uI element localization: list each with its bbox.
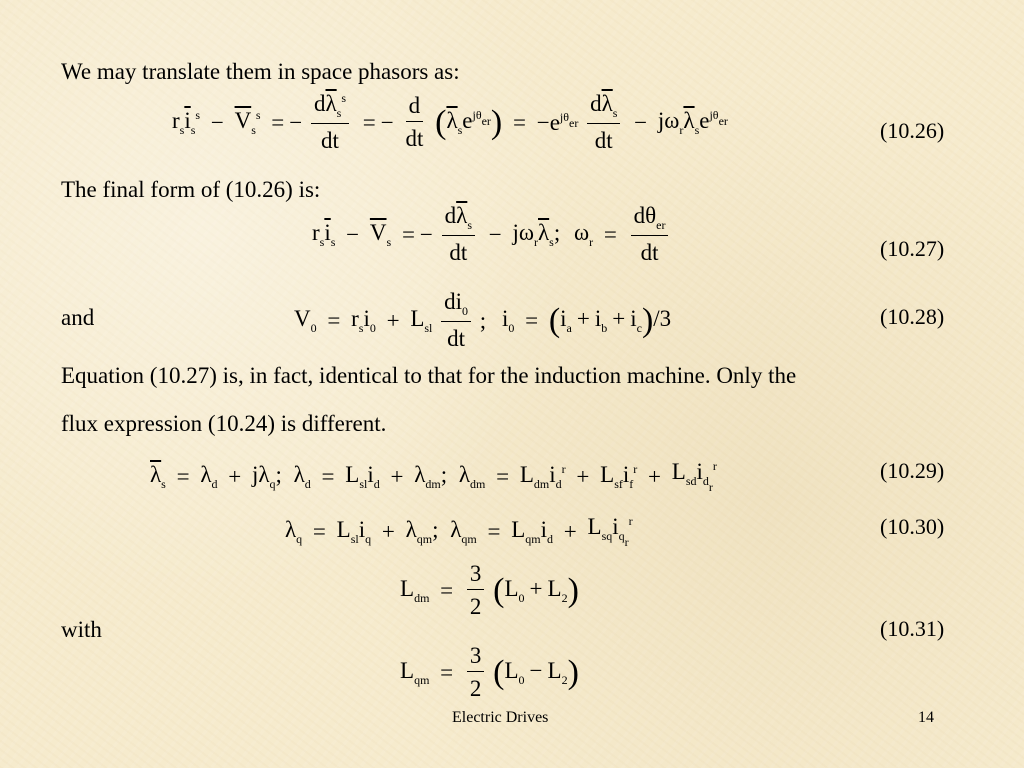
with-label: with bbox=[61, 617, 102, 642]
final-form-text: The final form of (10.26) is: bbox=[61, 177, 321, 202]
and-label: and bbox=[61, 305, 95, 330]
equation-number-10-26: (10.26) bbox=[880, 118, 945, 143]
equation-10-30: $\lambda_q = L_{sl}i_q + \lambda_{qm}$; $\lambda_{qm} = L_{qm}i_d + L_{sq}i_{q_r}^r$ bbox=[285, 514, 633, 549]
equation-number-10-27: (10.27) bbox=[880, 236, 945, 261]
page-number: 14 bbox=[918, 709, 934, 726]
equation-10-31-ldm: $L_{dm}$ = $\frac{3}{2}$ $(L_0 + L_2)$ bbox=[400, 561, 579, 620]
equation-number-10-29: (10.29) bbox=[880, 458, 945, 483]
equation-10-26: $r_s\overline{i}_s^s - \overline{V}_s^s$ = − $\frac{d\overline{\lambda}_s^s}{dt}$ = − $\frac{d}{dt}$ $(\overline{\lambda}_se^{j\theta_{er}}) = -e^{j\theta_{er}}$ $\frac{d\overline{\lambda}_s}{dt}$ − $j\omega_r\overline{\lambda}_se^{j\theta_{er}}$ bbox=[172, 91, 728, 153]
equation-10-28: $V_0 = r_si_0 + L_{sl}$ $\frac{di_0}{dt}$ ; $i_0 = (i_a + i_b + i_c)/3$ bbox=[294, 289, 672, 351]
equation-10-31-lqm: $L_{qm}$ = $\frac{3}{2}$ $(L_0 - L_2)$ bbox=[400, 643, 579, 702]
footer-title: Electric Drives bbox=[452, 709, 549, 726]
equation-10-29: $\overline{\lambda}_s = \lambda_d + j\lambda_q$; $\lambda_d = L_{sl}i_d + \lambda_{dm}$; $\lambda_{dm} = L_{dm}i_d^r + L_{sf}i_f^r + L_{sd}i_{d_r}^r$ bbox=[150, 459, 717, 494]
equation-number-10-31: (10.31) bbox=[880, 616, 945, 641]
paragraph-line-2: flux expression (10.24) is different. bbox=[61, 411, 387, 436]
intro-text: We may translate them in space phasors as: bbox=[61, 59, 460, 84]
paragraph-line-1: Equation (10.27) is, in fact, identical to that for the induction machine. Only the bbox=[61, 363, 797, 388]
equation-10-27: $r_s\overline{i}_s - \overline{V}_s$ = − $\frac{d\overline{\lambda}_s}{dt}$ − $j\omega_r\overline{\lambda}_s$; $\omega_r$ = $\frac{d\theta_{er}}{dt}$ bbox=[312, 204, 671, 265]
equation-number-10-30: (10.30) bbox=[880, 514, 945, 539]
equation-number-10-28: (10.28) bbox=[880, 304, 945, 329]
